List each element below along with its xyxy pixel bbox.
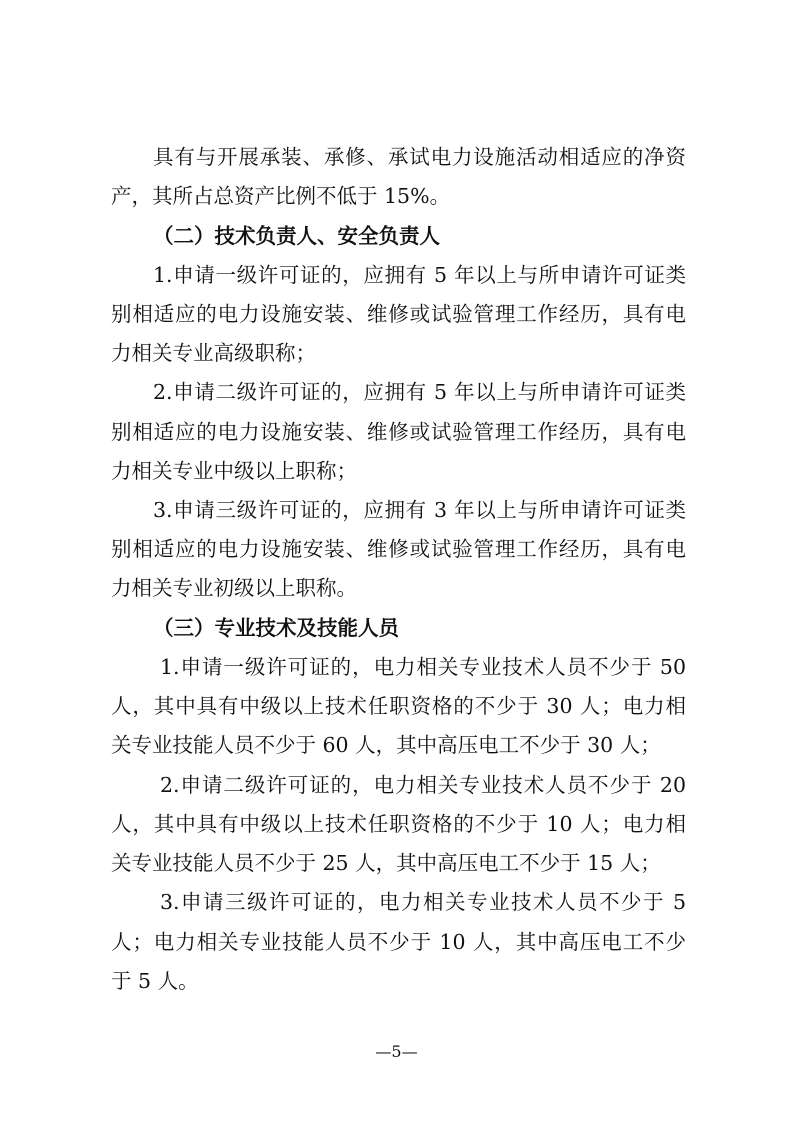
paragraph-line: 2.申请二级许可证的，应拥有 5 年以上与所申请许可证类 [153, 380, 686, 404]
paragraph-line: 2.申请二级许可证的，电力相关专业技术人员不少于 20 [160, 773, 686, 797]
paragraph-line: 1.申请一级许可证的，应拥有 5 年以上与所申请许可证类 [153, 263, 686, 287]
paragraph-line: 力相关专业高级职称； [111, 341, 316, 365]
paragraph-line: 3.申请三级许可证的，电力相关专业技术人员不少于 5 [160, 890, 686, 914]
paragraph-line: 关专业技能人员不少于 60 人，其中高压电工不少于 30 人； [111, 733, 661, 757]
paragraph-line: 别相适应的电力设施安装、维修或试验管理工作经历，具有电 [111, 420, 686, 444]
paragraph-line: 别相适应的电力设施安装、维修或试验管理工作经历，具有电 [111, 537, 686, 561]
paragraph-line: 1.申请一级许可证的，电力相关专业技术人员不少于 50 [160, 655, 686, 679]
paragraph-line: 于 5 人。 [111, 969, 199, 993]
paragraph-line: 别相适应的电力设施安装、维修或试验管理工作经历，具有电 [111, 302, 686, 326]
section-heading: （三）专业技术及技能人员 [153, 616, 399, 640]
section-heading: （二）技术负责人、安全负责人 [153, 224, 440, 248]
paragraph-line: 人，其中具有中级以上技术任职资格的不少于 10 人；电力相 [111, 812, 686, 836]
paragraph-line: 人；电力相关专业技能人员不少于 10 人，其中高压电工不少 [111, 930, 686, 954]
paragraph-line: 力相关专业初级以上职称。 [111, 576, 357, 600]
paragraph-line: 关专业技能人员不少于 25 人，其中高压电工不少于 15 人； [111, 851, 661, 875]
paragraph-line: 3.申请三级许可证的，应拥有 3 年以上与所申请许可证类 [153, 498, 686, 522]
paragraph-line: 产，其所占总资产比例不低于 15%。 [111, 184, 451, 208]
paragraph-line: 人，其中具有中级以上技术任职资格的不少于 30 人；电力相 [111, 694, 686, 718]
page-number: —5— [375, 1042, 418, 1061]
paragraph-line: 具有与开展承装、承修、承试电力设施活动相适应的净资 [153, 145, 686, 169]
paragraph-line: 力相关专业中级以上职称； [111, 459, 357, 483]
